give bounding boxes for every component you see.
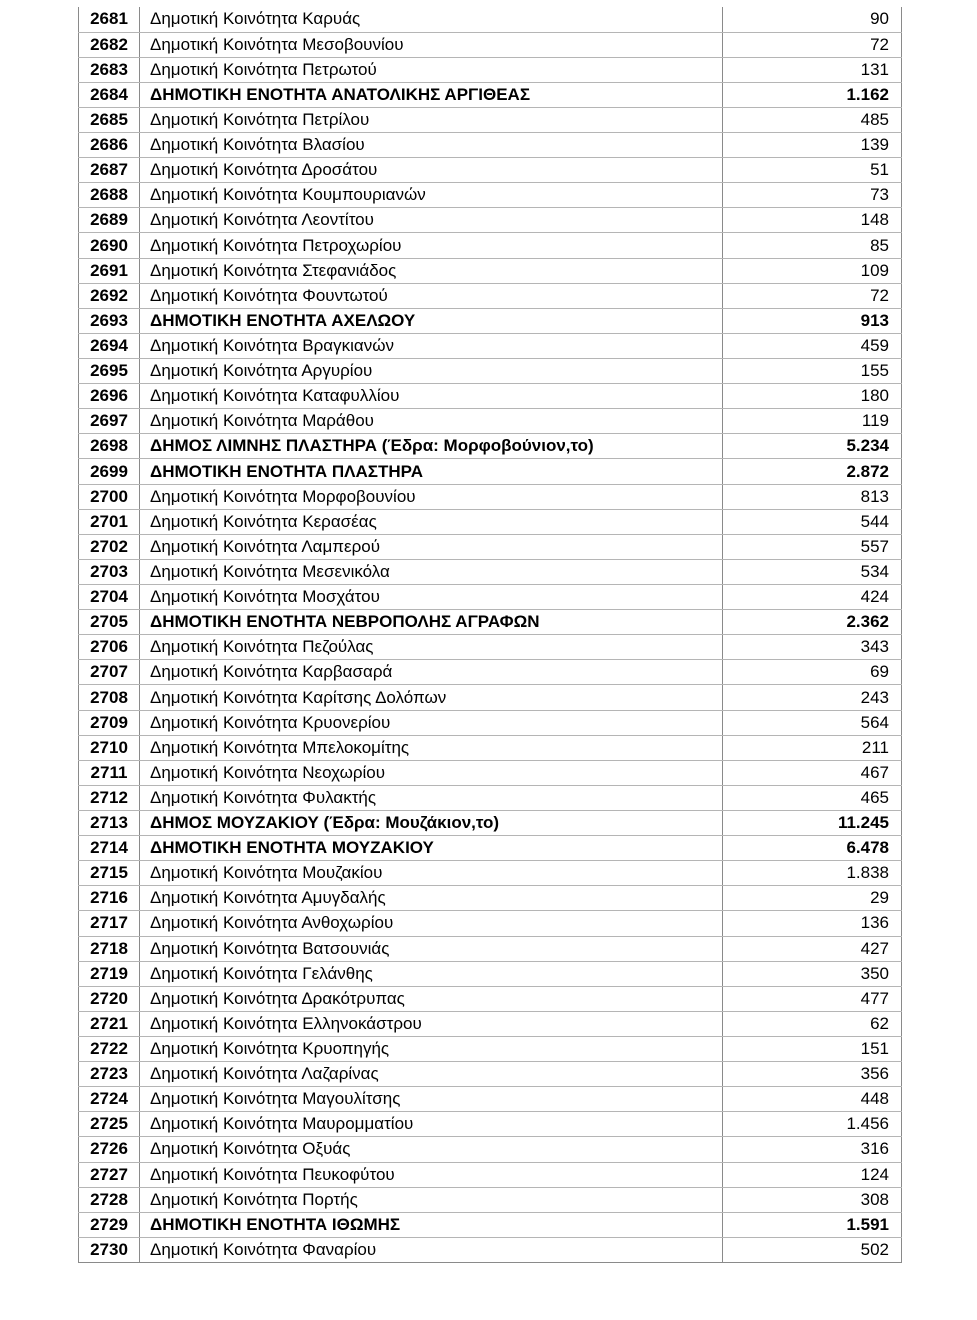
community-name: Δημοτική Κοινότητα Κουμπουριανών	[140, 183, 723, 208]
unit-name-heading: ΔΗΜΟΣ ΜΟΥΖΑΚΙΟΥ (Έδρα: Μουζάκιον,το)	[140, 811, 723, 836]
table-row	[79, 1112, 902, 1137]
row-number: 2712	[79, 785, 140, 810]
table-row	[79, 1036, 902, 1061]
community-name: Δημοτική Κοινότητα Λαζαρίνας	[140, 1062, 723, 1087]
population-value: 73	[723, 183, 902, 208]
population-value: 51	[723, 158, 902, 183]
row-number: 2699	[79, 459, 140, 484]
row-number: 2708	[79, 685, 140, 710]
row-number: 2702	[79, 534, 140, 559]
population-value: 11.245	[723, 811, 902, 836]
row-number: 2728	[79, 1187, 140, 1212]
row-number: 2711	[79, 760, 140, 785]
community-name: Δημοτική Κοινότητα Καρβασαρά	[140, 660, 723, 685]
population-value: 29	[723, 886, 902, 911]
row-number: 2720	[79, 986, 140, 1011]
population-value: 6.478	[723, 836, 902, 861]
population-value: 124	[723, 1162, 902, 1187]
row-number: 2705	[79, 610, 140, 635]
table-row	[79, 886, 902, 911]
row-number: 2691	[79, 258, 140, 283]
row-number: 2683	[79, 57, 140, 82]
community-name: Δημοτική Κοινότητα Αμυγδαλής	[140, 886, 723, 911]
population-value: 564	[723, 710, 902, 735]
row-number: 2710	[79, 735, 140, 760]
population-value: 448	[723, 1087, 902, 1112]
population-value: 356	[723, 1062, 902, 1087]
row-number: 2698	[79, 434, 140, 459]
unit-name-heading: ΔΗΜΟΤΙΚΗ ΕΝΟΤΗΤΑ ΙΘΩΜΗΣ	[140, 1212, 723, 1237]
population-value: 557	[723, 534, 902, 559]
community-name: Δημοτική Κοινότητα Δροσάτου	[140, 158, 723, 183]
row-number: 2724	[79, 1087, 140, 1112]
row-number: 2684	[79, 82, 140, 107]
community-name: Δημοτική Κοινότητα Οξυάς	[140, 1137, 723, 1162]
row-number: 2714	[79, 836, 140, 861]
table-row	[79, 1087, 902, 1112]
community-name: Δημοτική Κοινότητα Ελληνοκάστρου	[140, 1011, 723, 1036]
population-value: 544	[723, 509, 902, 534]
row-number: 2727	[79, 1162, 140, 1187]
community-name: Δημοτική Κοινότητα Καρίτσης Δολόπων	[140, 685, 723, 710]
table-row	[79, 936, 902, 961]
table-body	[79, 7, 902, 1262]
community-name: Δημοτική Κοινότητα Λεοντίτου	[140, 208, 723, 233]
population-value: 2.362	[723, 610, 902, 635]
table-row	[79, 82, 902, 107]
table-row	[79, 107, 902, 132]
population-value: 85	[723, 233, 902, 258]
population-value: 5.234	[723, 434, 902, 459]
population-value: 211	[723, 735, 902, 760]
population-value: 109	[723, 258, 902, 283]
community-name: Δημοτική Κοινότητα Γελάνθης	[140, 961, 723, 986]
unit-name-heading: ΔΗΜΟΤΙΚΗ ΕΝΟΤΗΤΑ ΑΝΑΤΟΛΙΚΗΣ ΑΡΓΙΘΕΑΣ	[140, 82, 723, 107]
population-value: 243	[723, 685, 902, 710]
population-value: 72	[723, 283, 902, 308]
table-row	[79, 534, 902, 559]
table-row	[79, 308, 902, 333]
population-value: 465	[723, 785, 902, 810]
row-number: 2696	[79, 384, 140, 409]
table-row	[79, 333, 902, 358]
table-row	[79, 1237, 902, 1262]
community-name: Δημοτική Κοινότητα Καταφυλλίου	[140, 384, 723, 409]
community-name: Δημοτική Κοινότητα Καρυάς	[140, 7, 723, 32]
population-value: 343	[723, 635, 902, 660]
table-row	[79, 384, 902, 409]
population-value: 119	[723, 409, 902, 434]
row-number: 2716	[79, 886, 140, 911]
community-name: Δημοτική Κοινότητα Μαγουλίτσης	[140, 1087, 723, 1112]
table-row	[79, 760, 902, 785]
table-row	[79, 283, 902, 308]
population-value: 69	[723, 660, 902, 685]
table-row	[79, 961, 902, 986]
population-value: 155	[723, 359, 902, 384]
row-number: 2713	[79, 811, 140, 836]
row-number: 2725	[79, 1112, 140, 1137]
row-number: 2700	[79, 484, 140, 509]
row-number: 2723	[79, 1062, 140, 1087]
population-value: 90	[723, 7, 902, 32]
table-row	[79, 1062, 902, 1087]
table-row	[79, 1212, 902, 1237]
row-number: 2681	[79, 7, 140, 32]
table-row	[79, 233, 902, 258]
community-name: Δημοτική Κοινότητα Μαυρομματίου	[140, 1112, 723, 1137]
table-row	[79, 836, 902, 861]
unit-name-heading: ΔΗΜΟΣ ΛΙΜΝΗΣ ΠΛΑΣΤΗΡΑ (Έδρα: Μορφοβούνιον,το)	[140, 434, 723, 459]
community-name: Δημοτική Κοινότητα Μουζακίου	[140, 861, 723, 886]
population-value: 139	[723, 133, 902, 158]
population-table	[78, 7, 902, 1263]
population-value: 485	[723, 107, 902, 132]
population-value: 62	[723, 1011, 902, 1036]
community-name: Δημοτική Κοινότητα Κρυοπηγής	[140, 1036, 723, 1061]
table-row	[79, 32, 902, 57]
unit-name-heading: ΔΗΜΟΤΙΚΗ ΕΝΟΤΗΤΑ ΜΟΥΖΑΚΙΟΥ	[140, 836, 723, 861]
community-name: Δημοτική Κοινότητα Πετρίλου	[140, 107, 723, 132]
row-number: 2709	[79, 710, 140, 735]
row-number: 2701	[79, 509, 140, 534]
community-name: Δημοτική Κοινότητα Μεσοβουνίου	[140, 32, 723, 57]
population-value: 813	[723, 484, 902, 509]
community-name: Δημοτική Κοινότητα Κερασέας	[140, 509, 723, 534]
row-number: 2726	[79, 1137, 140, 1162]
row-number: 2685	[79, 107, 140, 132]
population-value: 136	[723, 911, 902, 936]
row-number: 2704	[79, 585, 140, 610]
population-value: 1.162	[723, 82, 902, 107]
community-name: Δημοτική Κοινότητα Πεζούλας	[140, 635, 723, 660]
table-row	[79, 911, 902, 936]
community-name: Δημοτική Κοινότητα Νεοχωρίου	[140, 760, 723, 785]
table-row	[79, 509, 902, 534]
community-name: Δημοτική Κοινότητα Βραγκιανών	[140, 333, 723, 358]
community-name: Δημοτική Κοινότητα Πετρωτού	[140, 57, 723, 82]
table-row	[79, 1187, 902, 1212]
table-row	[79, 57, 902, 82]
row-number: 2682	[79, 32, 140, 57]
table-row	[79, 484, 902, 509]
population-value: 427	[723, 936, 902, 961]
community-name: Δημοτική Κοινότητα Λαμπερού	[140, 534, 723, 559]
row-number: 2719	[79, 961, 140, 986]
row-number: 2694	[79, 333, 140, 358]
table-row	[79, 208, 902, 233]
population-value: 308	[723, 1187, 902, 1212]
row-number: 2695	[79, 359, 140, 384]
population-value: 534	[723, 559, 902, 584]
row-number: 2717	[79, 911, 140, 936]
table-row	[79, 183, 902, 208]
population-value: 1.591	[723, 1212, 902, 1237]
row-number: 2693	[79, 308, 140, 333]
community-name: Δημοτική Κοινότητα Δρακότρυπας	[140, 986, 723, 1011]
population-value: 316	[723, 1137, 902, 1162]
community-name: Δημοτική Κοινότητα Κρυονερίου	[140, 710, 723, 735]
table-row	[79, 359, 902, 384]
population-value: 131	[723, 57, 902, 82]
table-row	[79, 1011, 902, 1036]
table-row	[79, 585, 902, 610]
population-value: 1.456	[723, 1112, 902, 1137]
unit-name-heading: ΔΗΜΟΤΙΚΗ ΕΝΟΤΗΤΑ ΑΧΕΛΩΟΥ	[140, 308, 723, 333]
row-number: 2703	[79, 559, 140, 584]
population-value: 424	[723, 585, 902, 610]
unit-name-heading: ΔΗΜΟΤΙΚΗ ΕΝΟΤΗΤΑ ΝΕΒΡΟΠΟΛΗΣ ΑΓΡΑΦΩΝ	[140, 610, 723, 635]
community-name: Δημοτική Κοινότητα Μαράθου	[140, 409, 723, 434]
community-name: Δημοτική Κοινότητα Ανθοχωρίου	[140, 911, 723, 936]
table-row	[79, 559, 902, 584]
row-number: 2689	[79, 208, 140, 233]
row-number: 2722	[79, 1036, 140, 1061]
community-name: Δημοτική Κοινότητα Μορφοβουνίου	[140, 484, 723, 509]
table-row	[79, 735, 902, 760]
community-name: Δημοτική Κοινότητα Βατσουνιάς	[140, 936, 723, 961]
table-row	[79, 133, 902, 158]
community-name: Δημοτική Κοινότητα Στεφανιάδος	[140, 258, 723, 283]
population-value: 467	[723, 760, 902, 785]
population-value: 913	[723, 308, 902, 333]
table-row	[79, 7, 902, 32]
table-row	[79, 258, 902, 283]
population-value: 180	[723, 384, 902, 409]
population-value: 459	[723, 333, 902, 358]
row-number: 2690	[79, 233, 140, 258]
table-row	[79, 610, 902, 635]
unit-name-heading: ΔΗΜΟΤΙΚΗ ΕΝΟΤΗΤΑ ΠΛΑΣΤΗΡΑ	[140, 459, 723, 484]
table-row	[79, 1137, 902, 1162]
row-number: 2707	[79, 660, 140, 685]
table-row	[79, 660, 902, 685]
population-value: 151	[723, 1036, 902, 1061]
row-number: 2729	[79, 1212, 140, 1237]
community-name: Δημοτική Κοινότητα Φουντωτού	[140, 283, 723, 308]
community-name: Δημοτική Κοινότητα Πετροχωρίου	[140, 233, 723, 258]
community-name: Δημοτική Κοινότητα Μπελοκομίτης	[140, 735, 723, 760]
row-number: 2697	[79, 409, 140, 434]
row-number: 2706	[79, 635, 140, 660]
population-value: 1.838	[723, 861, 902, 886]
community-name: Δημοτική Κοινότητα Πευκοφύτου	[140, 1162, 723, 1187]
community-name: Δημοτική Κοινότητα Μοσχάτου	[140, 585, 723, 610]
table-row	[79, 158, 902, 183]
community-name: Δημοτική Κοινότητα Αργυρίου	[140, 359, 723, 384]
population-value: 148	[723, 208, 902, 233]
population-value: 477	[723, 986, 902, 1011]
table-row	[79, 685, 902, 710]
table-row	[79, 710, 902, 735]
population-value: 350	[723, 961, 902, 986]
community-name: Δημοτική Κοινότητα Μεσενικόλα	[140, 559, 723, 584]
population-value: 502	[723, 1237, 902, 1262]
community-name: Δημοτική Κοινότητα Πορτής	[140, 1187, 723, 1212]
row-number: 2687	[79, 158, 140, 183]
row-number: 2715	[79, 861, 140, 886]
row-number: 2730	[79, 1237, 140, 1262]
row-number: 2718	[79, 936, 140, 961]
row-number: 2721	[79, 1011, 140, 1036]
community-name: Δημοτική Κοινότητα Φαναρίου	[140, 1237, 723, 1262]
table-row	[79, 1162, 902, 1187]
row-number: 2686	[79, 133, 140, 158]
community-name: Δημοτική Κοινότητα Βλασίου	[140, 133, 723, 158]
table-row	[79, 409, 902, 434]
row-number: 2688	[79, 183, 140, 208]
table-row	[79, 635, 902, 660]
table-row	[79, 434, 902, 459]
population-value: 2.872	[723, 459, 902, 484]
table-row	[79, 861, 902, 886]
community-name: Δημοτική Κοινότητα Φυλακτής	[140, 785, 723, 810]
row-number: 2692	[79, 283, 140, 308]
population-value: 72	[723, 32, 902, 57]
table-row	[79, 811, 902, 836]
table-row	[79, 459, 902, 484]
table-row	[79, 986, 902, 1011]
table-row	[79, 785, 902, 810]
